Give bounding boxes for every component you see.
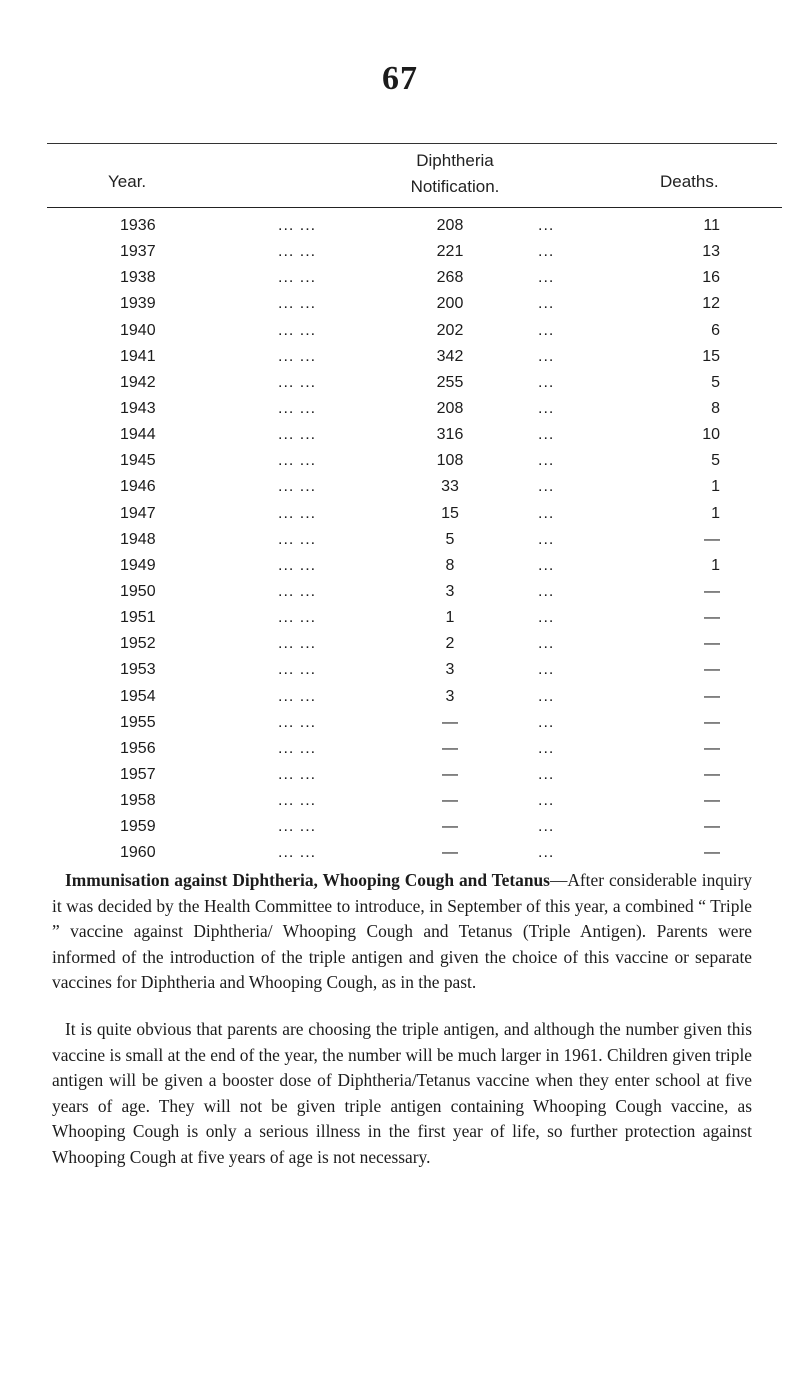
- leader-dots: ... ...: [278, 426, 317, 444]
- leader-dots: ...: [538, 217, 555, 234]
- table-cell-notifications: 3: [445, 687, 455, 705]
- table-row: [0, 528, 800, 554]
- leader-dots: ...: [538, 739, 555, 757]
- table-cell-year: 1950: [120, 582, 156, 600]
- table-cell-year: 1948: [120, 530, 156, 548]
- leader-dots: ...: [538, 399, 555, 417]
- table-cell-year: 1940: [120, 321, 156, 339]
- table-cell-year: 1941: [120, 347, 156, 365]
- leader-dots: ...: [538, 347, 555, 365]
- table-cell-year: 1953: [120, 661, 156, 679]
- table-header-notification: [370, 148, 540, 200]
- leader-dots: ...: [538, 321, 555, 339]
- table-cell-deaths: 16: [702, 269, 720, 287]
- leader-dots: ... ...: [278, 373, 317, 391]
- leader-dots: ...: [538, 556, 555, 574]
- leader-dots: ...: [538, 765, 555, 783]
- table-row: [0, 711, 800, 737]
- table-cell-notifications: 208: [436, 217, 464, 234]
- table-cell-deaths: 12: [702, 295, 720, 313]
- table-cell-deaths: —: [704, 609, 720, 627]
- table-cell-notifications: 8: [445, 556, 455, 574]
- table-cell-deaths: —: [704, 765, 720, 783]
- table-row: [0, 554, 800, 580]
- leader-dots: ...: [538, 295, 555, 313]
- leader-dots: ...: [538, 243, 555, 261]
- leader-dots: ... ...: [278, 792, 317, 810]
- table-cell-notifications: 5: [445, 530, 455, 548]
- leader-dots: ... ...: [278, 635, 317, 653]
- leader-dots: ...: [538, 609, 555, 627]
- leader-dots: ...: [538, 269, 555, 287]
- leader-dots: ... ...: [278, 713, 317, 731]
- leader-dots: ... ...: [278, 295, 317, 313]
- table-row: [0, 737, 800, 763]
- table-row: [0, 319, 800, 345]
- table-header-rule: [47, 207, 782, 208]
- leader-dots: ... ...: [278, 818, 317, 836]
- table-row: [0, 449, 800, 475]
- leader-dots: ...: [538, 687, 555, 705]
- page-number: 67: [382, 60, 418, 97]
- table-cell-notifications: 3: [445, 582, 455, 600]
- table-cell-deaths: —: [704, 661, 720, 679]
- leader-dots: ... ...: [278, 243, 317, 261]
- table-cell-year: 1958: [120, 792, 156, 810]
- table-cell-deaths: —: [704, 530, 720, 548]
- leader-dots: ...: [538, 426, 555, 444]
- table-cell-deaths: —: [704, 818, 720, 836]
- leader-dots: ... ...: [278, 504, 317, 522]
- leader-dots: ...: [538, 452, 555, 470]
- table-cell-notifications: 268: [436, 269, 464, 287]
- table-row: [0, 841, 800, 867]
- leader-dots: ... ...: [278, 217, 317, 234]
- table-row: [0, 266, 800, 292]
- table-cell-deaths: —: [704, 635, 720, 653]
- table-cell-notifications: —: [442, 844, 458, 862]
- table-cell-deaths: 11: [703, 217, 720, 234]
- table-cell-deaths: 1: [711, 556, 720, 574]
- table-row: [0, 763, 800, 789]
- table-header-notification-line1: Diphtheria: [416, 151, 494, 170]
- table-cell-year: 1951: [120, 609, 156, 627]
- leader-dots: ...: [538, 478, 555, 496]
- leader-dots: ... ...: [278, 765, 317, 783]
- leader-dots: ...: [538, 635, 555, 653]
- paragraph-body: —After considerable inquiry it was decided by the Health Committee to introduce, in September of this year, a combined “ Triple ” vaccine against Diphtheria/ Whooping Cough and Tetanus (Triple Antigen). Parents were informed of the introduction of the triple antigen and given the choice of this vaccine or separate vaccines for Diphtheria and Whooping Cough, as in the past.: [52, 870, 752, 992]
- leader-dots: ...: [538, 373, 555, 391]
- table-row: [0, 292, 800, 318]
- table-cell-year: 1949: [120, 556, 156, 574]
- table-row: [0, 606, 800, 632]
- table-cell-deaths: —: [704, 739, 720, 757]
- table-row: [0, 658, 800, 684]
- table-header-deaths: Deaths.: [660, 172, 719, 191]
- table-cell-notifications: 33: [441, 478, 459, 496]
- table-cell-notifications: 255: [436, 373, 464, 391]
- leader-dots: ...: [538, 792, 555, 810]
- table-cell-year: 1943: [120, 399, 156, 417]
- table-cell-year: 1937: [120, 243, 156, 261]
- table-cell-year: 1952: [120, 635, 156, 653]
- leader-dots: ...: [538, 713, 555, 731]
- leader-dots: ... ...: [278, 661, 317, 679]
- table-cell-deaths: 8: [711, 399, 720, 417]
- leader-dots: ... ...: [278, 399, 317, 417]
- table-cell-notifications: 200: [436, 295, 464, 313]
- table-cell-notifications: 202: [436, 321, 464, 339]
- leader-dots: ... ...: [278, 687, 317, 705]
- paragraph-immunisation: [52, 868, 752, 996]
- table-cell-notifications: —: [442, 818, 458, 836]
- leader-dots: ...: [538, 582, 555, 600]
- table-cell-notifications: 342: [436, 347, 464, 365]
- table-cell-notifications: —: [442, 713, 458, 731]
- leader-dots: ...: [538, 661, 555, 679]
- table-cell-notifications: —: [442, 739, 458, 757]
- table-cell-deaths: 5: [711, 373, 720, 391]
- table-cell-year: 1954: [120, 687, 156, 705]
- table-cell-year: 1946: [120, 478, 156, 496]
- table-row: [0, 397, 800, 423]
- table-cell-year: 1957: [120, 765, 156, 783]
- table-cell-notifications: —: [442, 792, 458, 810]
- table-cell-year: 1959: [120, 818, 156, 836]
- table-row: [0, 423, 800, 449]
- table-cell-deaths: 13: [702, 243, 720, 261]
- table-cell-notifications: 1: [445, 609, 455, 627]
- leader-dots: ... ...: [278, 582, 317, 600]
- leader-dots: ... ...: [278, 269, 317, 287]
- paragraph-heading: Immunisation against Diphtheria, Whooping Cough and Tetanus: [65, 870, 550, 890]
- table-row: [0, 789, 800, 815]
- table-cell-deaths: 1: [711, 478, 720, 496]
- leader-dots: ... ...: [278, 452, 317, 470]
- table-cell-deaths: 1: [711, 504, 720, 522]
- table-cell-notifications: 208: [436, 399, 464, 417]
- table-row: [0, 214, 800, 240]
- leader-dots: ... ...: [278, 844, 317, 862]
- leader-dots: ... ...: [278, 556, 317, 574]
- table-cell-notifications: 108: [436, 452, 464, 470]
- table-header-notification-line2: Notification.: [410, 177, 500, 196]
- leader-dots: ...: [538, 818, 555, 836]
- table-cell-deaths: —: [704, 792, 720, 810]
- table-row: [0, 580, 800, 606]
- table-row: [0, 475, 800, 501]
- table-cell-notifications: 221: [436, 243, 464, 261]
- table-row: [0, 371, 800, 397]
- table-cell-year: 1947: [120, 504, 156, 522]
- table-row: [0, 632, 800, 658]
- table-cell-notifications: 15: [441, 504, 459, 522]
- table-cell-notifications: 3: [445, 661, 455, 679]
- table-cell-deaths: —: [704, 687, 720, 705]
- table-row: [0, 345, 800, 371]
- leader-dots: ... ...: [278, 739, 317, 757]
- table-cell-year: 1956: [120, 739, 156, 757]
- table-cell-deaths: —: [704, 582, 720, 600]
- table-header-year: Year.: [108, 172, 147, 191]
- table-body: [0, 214, 800, 868]
- table-cell-year: 1936: [120, 217, 156, 234]
- table-row: [0, 815, 800, 841]
- paragraph-triple-antigen: It is quite obvious that parents are choosing the triple antigen, and although the number given this vaccine is small at the end of the year, the number will be much larger in 1961. Children given triple antigen will be given a booster dose of Diphtheria/Tetanus vaccine when they enter school at five years of age. They will not be given triple antigen containing Whooping Cough vaccine, as Whooping Cough is only a serious illness in the first year of life, so further protection against Whooping Cough at five years of age is not necessary.: [52, 1019, 752, 1167]
- table-cell-year: 1960: [120, 844, 156, 862]
- table-cell-year: 1955: [120, 713, 156, 731]
- table-cell-year: 1945: [120, 452, 156, 470]
- leader-dots: ...: [538, 504, 555, 522]
- table-cell-notifications: —: [442, 765, 458, 783]
- table-row: [0, 685, 800, 711]
- leader-dots: ... ...: [278, 530, 317, 548]
- leader-dots: ... ...: [278, 478, 317, 496]
- table-cell-year: 1944: [120, 426, 156, 444]
- table-cell-deaths: —: [704, 713, 720, 731]
- table-cell-deaths: 6: [711, 321, 720, 339]
- table-row: [0, 502, 800, 528]
- table-cell-year: 1938: [120, 269, 156, 287]
- table-cell-deaths: 5: [711, 452, 720, 470]
- leader-dots: ... ...: [278, 347, 317, 365]
- table-cell-notifications: 2: [445, 635, 455, 653]
- table-top-rule: [47, 143, 777, 144]
- table-cell-deaths: 15: [702, 347, 720, 365]
- table-cell-year: 1942: [120, 373, 156, 391]
- table-cell-notifications: 316: [436, 426, 464, 444]
- leader-dots: ... ...: [278, 609, 317, 627]
- table-cell-deaths: —: [704, 844, 720, 862]
- table-cell-deaths: 10: [702, 426, 720, 444]
- table-cell-year: 1939: [120, 295, 156, 313]
- leader-dots: ...: [538, 844, 555, 862]
- leader-dots: ... ...: [278, 321, 317, 339]
- leader-dots: ...: [538, 530, 555, 548]
- table-row: [0, 240, 800, 266]
